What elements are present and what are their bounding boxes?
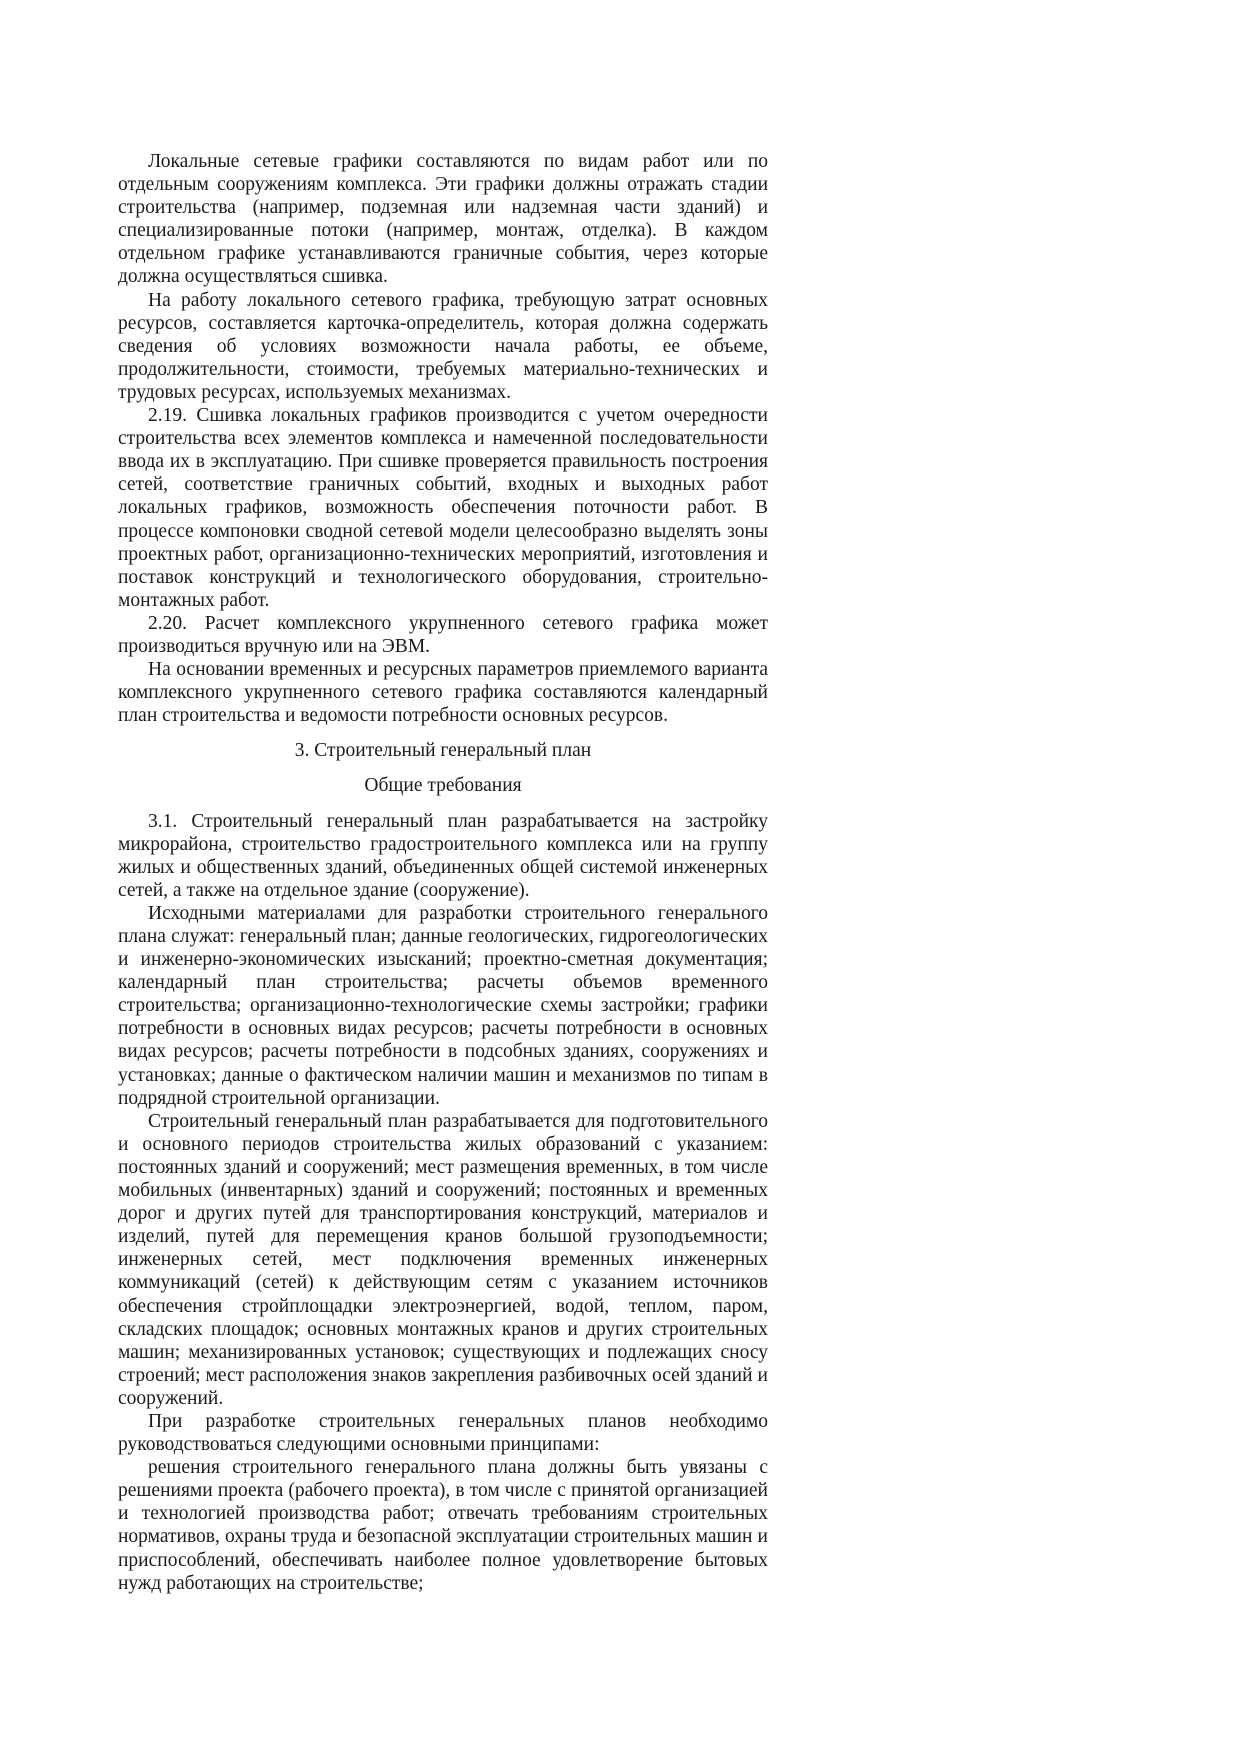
paragraph-2-19-stitching: 2.19. Сшивка локальных графиков производится с учетом очередности строительства всех элементов комплекса и намеченной последовательности ввода их в эксплуатацию. При сшивке проверяется правильность построения сетей, соответствие граничных событий, входных и выходных работ локальных графиков, возможность обеспечения поточности работ. В процессе компоновки сводной сетевой модели целесообразно выделять зоны проектных работ, организационно-технических мероприятий, изготовления и поставок конструкций и технологического оборудования, строительно-монтажных работ. (118, 405, 768, 611)
document-page (118, 150, 768, 1595)
paragraph-definition-card: На работу локального сетевого графика, требующую затрат основных ресурсов, составляется карточка-определитель, которая должна содержать сведения об условиях возможности начала работы, ее объеме, продолжительности, стоимости, требуемых материально-технических и трудовых ресурсах, используемых механизмах. (118, 289, 768, 403)
paragraph-source-materials: Исходными материалами для разработки строительного генерального плана служат: генеральный план; данные геологических, гидрогеологических и инженерно-экономических изысканий; проектно-сметная документация; календарный план строительства; расчеты объемов временного строительства; организационно-технологические схемы застройки; графики потребности в основных видах ресурсов; расчеты потребности в основных видах ресурсов; расчеты потребности в подсобных зданиях, сооружениях и установках; данные о фактическом наличии машин и механизмов по типам в подрядной строительной организации. (118, 902, 768, 1109)
paragraph-calendar-plan: На основании временных и ресурсных параметров приемлемого варианта комплексного укрупненного сетевого графика составляются календарный план строительства и ведомости потребности основных ресурсов. (118, 659, 768, 727)
paragraph-3-1-general-plan: 3.1. Строительный генеральный план разрабатывается на застройку микрорайона, строительство градостроительного комплекса или на группу жилых и общественных зданий, объединенных общей системой инженерных сетей, а также на отдельное здание (сооружение). (118, 810, 768, 901)
paragraph-plan-contents: Строительный генеральный план разрабатывается для подготовительного и основного периодов строительства жилых образований с указанием: постоянных зданий и сооружений; мест размещения временных, в том числе мобильных (инвентарных) зданий и сооружений; постоянных и временных дорог и других путей для транспортирования конструкций, материалов и изделий, путей для перемещения кранов большой грузоподъемности; инженерных сетей, мест подключения временных инженерных коммуникаций (сетей) к действующим сетям с указанием источников обеспечения стройплощадки электроэнергией, водой, теплом, паром, складских площадок; основных монтажных кранов и других строительных машин; механизированных установок; существующих и подлежащих сносу строений; мест расположения знаков закрепления разбивочных осей зданий и сооружений. (118, 1110, 768, 1409)
section-heading: 3. Строительный генеральный план (294, 740, 592, 762)
paragraph-2-20-calculation: 2.20. Расчет комплексного укрупненного сетевого графика может производиться вручную или на ЭВМ. (118, 612, 768, 657)
subsection-heading: Общие требования (364, 775, 522, 797)
paragraph-principle-1: решения строительного генерального плана должны быть увязаны с решениями проекта (рабочего проекта), в том числе с принятой организацией и технологией производства работ; отвечать требованиям строительных нормативов, охраны труда и безопасной эксплуатации строительных машин и приспособлений, обеспечивать наиболее полное удовлетворение бытовых нужд работающих на строительстве; (118, 1457, 768, 1594)
paragraph-local-network-schedules: Локальные сетевые графики составляются по видам работ или по отдельным сооружениям комплекса. Эти графики должны отражать стадии строительства (например, подземная или надземная части зданий) и специализированные потоки (например, монтаж, отделка). В каждом отдельном графике устанавливаются граничные события, через которые должна осуществляться сшивка. (118, 151, 768, 288)
paragraph-principles-intro: При разработке строительных генеральных планов необходимо руководствоваться следующими основными принципами: (118, 1410, 768, 1456)
